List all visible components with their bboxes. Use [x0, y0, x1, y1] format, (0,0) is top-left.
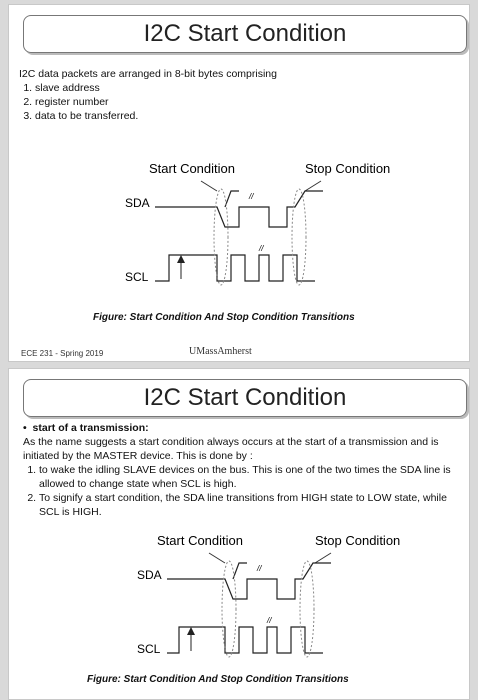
list-item: 2. register number: [35, 95, 459, 109]
sda-waveform: [155, 191, 323, 227]
scl-waveform: [155, 255, 315, 281]
start-pointer: [209, 553, 225, 563]
stop-highlight-ellipse: [300, 561, 314, 657]
sda-waveform: [167, 563, 331, 599]
scl-label: SCL: [137, 642, 161, 656]
arrow-up-icon: [177, 255, 185, 263]
sda-break-mark: //: [249, 192, 254, 201]
i2c-timing-diagram: [109, 155, 429, 305]
slide-1: [8, 4, 470, 362]
stop-condition-label: Stop Condition: [305, 161, 391, 176]
start-pointer: [201, 181, 217, 191]
i2c-timing-diagram-2: [111, 527, 431, 677]
list-item: 1. to wake the idling SLAVE devices on the bus. This is one of the two times the SDA line is allowed to change state when SCL is high.: [39, 463, 463, 491]
slide-1-footer-logo: UMassAmherst: [189, 346, 252, 357]
start-condition-label: Start Condition: [149, 161, 235, 176]
scl-label: SCL: [125, 270, 149, 284]
list-item: 2. To signify a start condition, the SDA line transitions from HIGH state to LOW state, while SCL is HIGH.: [39, 491, 463, 519]
sda-label: SDA: [125, 196, 150, 210]
stop-highlight-ellipse: [292, 189, 306, 285]
svg-text://: //: [267, 616, 272, 625]
svg-text://: //: [259, 244, 264, 253]
slide-2-body: [23, 421, 463, 519]
list-item: 3. data to be transferred.: [35, 109, 459, 123]
bullet-icon: •: [23, 422, 33, 434]
slide-1-list: [19, 81, 459, 123]
slide-1-caption: Figure: Start Condition And Stop Condition Transitions: [93, 312, 355, 323]
slide-1-intro: I2C data packets are arranged in 8-bit bytes comprising: [19, 68, 277, 80]
arrow-up-icon: [187, 627, 195, 635]
slide-2-bullet: [23, 421, 463, 435]
list-item: 1. slave address: [35, 81, 459, 95]
stop-condition-label: Stop Condition: [315, 533, 401, 548]
slide-2-caption: Figure: Start Condition And Stop Condition Transitions: [87, 674, 349, 685]
slide-1-title: I2C Start Condition: [23, 15, 467, 53]
sda-label: SDA: [137, 568, 162, 582]
slide-2-bullet-heading: start of a transmission:: [32, 422, 149, 434]
slide-2-title: I2C Start Condition: [23, 379, 467, 417]
slide-2-list: [23, 463, 463, 519]
sda-break-mark: //: [257, 564, 262, 573]
slide-1-footer-course: ECE 231 - Spring 2019: [21, 349, 104, 358]
slide-2: [8, 368, 470, 700]
slide-2-paragraph: As the name suggests a start condition always occurs at the start of a transmission and is initiated by the MASTER device. This is done by :: [23, 436, 439, 462]
stop-pointer: [305, 181, 321, 191]
start-condition-label: Start Condition: [157, 533, 243, 548]
stop-pointer: [315, 553, 331, 563]
slide-1-body: [19, 67, 459, 123]
